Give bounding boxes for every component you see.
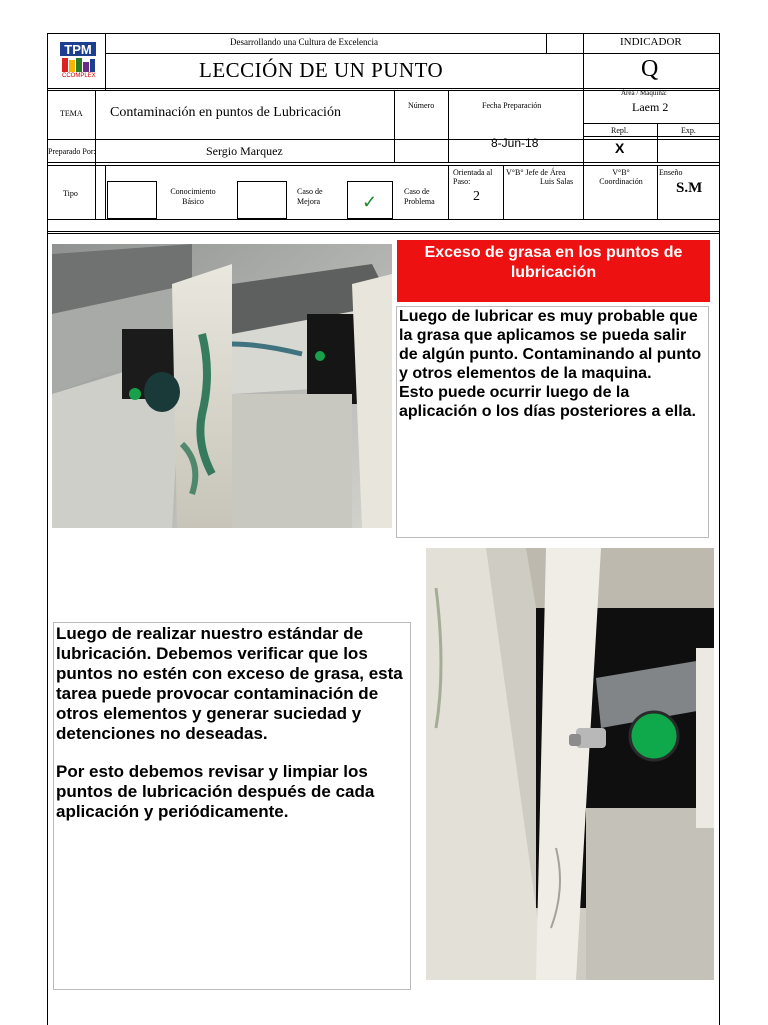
tema-value: Contaminación en puntos de Lubricación — [110, 105, 341, 120]
vb-jefe-label: V°B° Jefe de Área — [506, 168, 566, 177]
mejora-label: Caso de Mejora — [297, 187, 323, 206]
tipo-label: Tipo — [63, 189, 78, 198]
enseno-label: Enseño — [659, 168, 683, 177]
mejora-check-icon: ✓ — [362, 192, 378, 212]
tema-label: TEMA — [60, 109, 83, 118]
tpm-logo — [58, 40, 98, 82]
exp-label: Exp. — [681, 126, 696, 135]
area-value: Laem 2 — [632, 100, 669, 114]
problema-label: Caso de Problema — [404, 187, 435, 206]
page-title: LECCIÓN DE UN PUNTO — [199, 58, 444, 82]
preparado-value: Sergio Marquez — [206, 144, 283, 158]
enseno-value: S.M — [676, 180, 703, 196]
vb-coord-label: V°B° Coordinación — [599, 168, 643, 186]
logo-subtext: CCOMPLEX — [62, 73, 96, 79]
repl-label: Repl. — [611, 126, 629, 135]
fecha-value: 8-Jun-18 — [491, 136, 539, 150]
conocimiento-box — [107, 181, 157, 219]
red-banner — [397, 240, 710, 302]
preparado-label: Preparado Por: — [48, 147, 96, 156]
orientada-label: Orientada al Paso: — [453, 168, 493, 186]
tagline: Desarrollando una Cultura de Excelencia — [230, 37, 378, 47]
callout-2b-text: Por esto debemos revisar y limpiar los puntos de lubricación después de cada aplicación y periódicamente. — [56, 762, 375, 821]
indicador-value: Q — [641, 56, 659, 82]
red-banner-text: Exceso de grasa en los puntos de lubricación — [424, 244, 683, 281]
rule — [105, 53, 720, 54]
grease-photo-2 — [426, 548, 714, 980]
area-label: Área / Máquina: — [621, 89, 667, 97]
svg-text:TPM: TPM — [64, 42, 92, 57]
callout-1-text: Luego de lubricar es muy probable que la grasa que aplicamos se pueda salir de algún punto. Contaminando al punto y otros elementos de la maquina. Esto puede ocurrir luego de la aplicación o los días posteriores a ella. — [399, 308, 702, 420]
conocimiento-label: Conocimiento Básico — [170, 187, 216, 206]
mejora-blank-box — [237, 181, 287, 219]
numero-label: Número — [408, 101, 435, 110]
callout-2a-text: Luego de realizar nuestro estándar de lubricación. Debemos verificar que los puntos no estén con exceso de grasa, esta tarea puede provocar contaminación de otros elementos y generar suciedad y detenciones no deseadas. — [56, 624, 403, 743]
callout-box-2 — [53, 622, 411, 990]
indicador-label: INDICADOR — [620, 36, 682, 48]
repl-value: X — [615, 140, 625, 156]
grease-photo-1 — [52, 244, 392, 528]
vb-jefe-value: Luis Salas — [540, 177, 574, 186]
fecha-label: Fecha Preparación — [482, 101, 542, 110]
orientada-value: 2 — [473, 189, 480, 204]
callout-box-1 — [396, 306, 709, 538]
